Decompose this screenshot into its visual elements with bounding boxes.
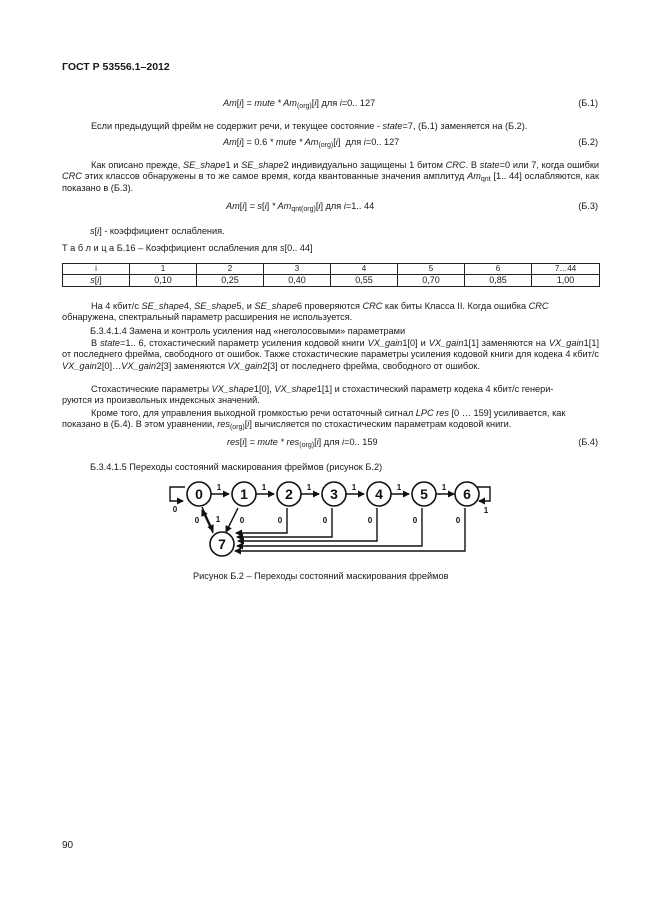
state-label-2: 2 <box>285 486 293 502</box>
transition-label-one: 1 <box>483 506 489 515</box>
equation-b1: Am[i] = mute * $Am_{(org)}[i]$ для i=0.. 127 <box>223 98 376 110</box>
arrow-1-to-7 <box>226 508 238 532</box>
state-label-1: 1 <box>240 486 248 502</box>
paragraph-shape-random: Стохастические параметры VX_shape1[0], VX_shape1[1] и стохастический параметр кодека 4 кбит/с генери- руются из произвольных индексных значений. <box>62 384 554 406</box>
arrow-6-to-7 <box>235 508 465 551</box>
paragraph-class-ii: На 4 кбит/с SE_shape4, SE_shape5, и SE_shape6 проверяются CRC как биты Класса II. Когда ошибка CRC обнаружена, спектральный параметр расширения не используется. <box>62 301 549 323</box>
equation-b2: Am[i] = 0.6 * mute * $Am_{(org)}[i]$ для i=0.. 127 <box>223 137 400 149</box>
page-number: 90 <box>62 840 74 851</box>
transition-label-zero: 0 <box>277 516 283 525</box>
paragraph-silence: Если предыдущий фрейм не содержит речи, и текущее состояние - state=7, (Б.1) заменяется на (Б.2). <box>91 121 528 131</box>
table-cell: 0,55 <box>331 275 398 287</box>
equation-number-b1: (Б.1) <box>578 98 598 108</box>
header-cell: 5 <box>398 264 465 275</box>
transition-label-zero: 0 <box>194 516 200 525</box>
state-label-3: 3 <box>330 486 338 502</box>
table-row <box>63 275 600 287</box>
transition-label-zero: 0 <box>367 516 373 525</box>
table-cell: 0,10 <box>130 275 197 287</box>
paragraph-lpc-residual: Кроме того, для управления выходной громкостью речи остаточный сигнал LPC res [0 … 159] усиливается, как показано в (Б.4). В этом уравнении, res$_{(org)}$[i] вычисляется по стохастическим параметрам кодовой книги. <box>62 408 566 432</box>
section-heading-b34115: Б.3.4.1.5 Переходы состояний маскирования фреймов (рисунок Б.2) <box>90 462 383 472</box>
section-heading-b34114: Б.3.4.1.4 Замена и контроль усиления над «неголосовыми» параметрами <box>90 326 406 336</box>
equation-number-b4: (Б.4) <box>578 437 598 447</box>
table-cell: 0,40 <box>264 275 331 287</box>
transition-label-zero: 0 <box>455 516 461 525</box>
state-label-6: 6 <box>463 486 471 502</box>
header-cell: 6 <box>465 264 532 275</box>
table-cell: 0,25 <box>197 275 264 287</box>
transition-label-one: 1 <box>215 515 221 524</box>
transition-label-one: 1 <box>306 483 312 492</box>
equation-b4: res[i] = mute * res$_{(org)}$[i] для i=0.. 159 <box>227 437 378 449</box>
arrow-0-to-7 <box>202 507 213 531</box>
arrow-5-to-7 <box>237 508 422 546</box>
arrow-7-to-0 <box>202 510 213 533</box>
header-cell: i <box>63 264 130 275</box>
table-cell: 0,70 <box>398 275 465 287</box>
equation-b3: $Am[i] = s[i] * Am_{qnt(org)}[i]$ для i=1.. 44 <box>226 201 375 213</box>
transition-label-one: 1 <box>396 483 402 492</box>
figure-caption: Рисунок Б.2 – Переходы состояний маскирования фреймов <box>193 571 449 581</box>
transition-label-zero: 0 <box>172 505 178 514</box>
state-transition-diagram <box>160 476 500 566</box>
document-header: ГОСТ Р 53556.1–2012 <box>62 61 170 73</box>
header-cell: 7…44 <box>532 264 600 275</box>
table-caption: Т а б л и ц а Б.16 – Коэффициент ослабления для s[0.. 44] <box>62 243 313 253</box>
transition-label-one: 1 <box>441 483 447 492</box>
transition-label-one: 1 <box>261 483 267 492</box>
transition-label-one: 1 <box>216 483 222 492</box>
paragraph-crc-shape: Как описано прежде, SE_shape1 и SE_shape2 индивидуально защищены 1 битом CRC. В state=0 или 7, когда ошибки CRC этих классов обнаружены в то же самое время, когда квантованные значения амплитуд $Am_{qnt}$ [1.. 44] ослабляются, как показано в (Б.3). <box>62 160 599 193</box>
equation-number-b2: (Б.2) <box>578 137 598 147</box>
equation-number-b3: (Б.3) <box>578 201 598 211</box>
arrow-4-to-7 <box>238 508 377 541</box>
transition-label-zero: 0 <box>322 516 328 525</box>
table-cell: 0,85 <box>465 275 532 287</box>
self-loop-0 <box>170 487 185 501</box>
paragraph-gain-replacement: В state=1.. 6, стохастический параметр усиления кодовой книги VX_gain1[0] и VX_gain1[1] заменяются на VX_gain1[1] от последнего фрейма, свободного от ошибок. Также стохастические параметры усиления кодовой книги для кодека 4 кбит/с VX_gain2[0]…VX_gain2[3] заменяются VX_gain2[3] от последнего фрейма, свободного от ошибок. <box>62 338 599 371</box>
state-label-4: 4 <box>375 486 383 502</box>
header-cell: 4 <box>331 264 398 275</box>
header-cell: 3 <box>264 264 331 275</box>
state-label-0: 0 <box>195 486 203 502</box>
transition-label-zero: 0 <box>239 516 245 525</box>
table-cell: 1,00 <box>532 275 600 287</box>
header-cell: 1 <box>130 264 197 275</box>
table-header-row <box>63 264 600 275</box>
header-cell: 2 <box>197 264 264 275</box>
row-label: s[i] <box>63 275 130 287</box>
state-label-7: 7 <box>218 536 226 552</box>
attenuation-definition: s[i] - коэффициент ослабления. <box>90 226 225 236</box>
transition-label-one: 1 <box>351 483 357 492</box>
attenuation-table <box>62 263 600 287</box>
transition-label-zero: 0 <box>412 516 418 525</box>
state-label-5: 5 <box>420 486 428 502</box>
